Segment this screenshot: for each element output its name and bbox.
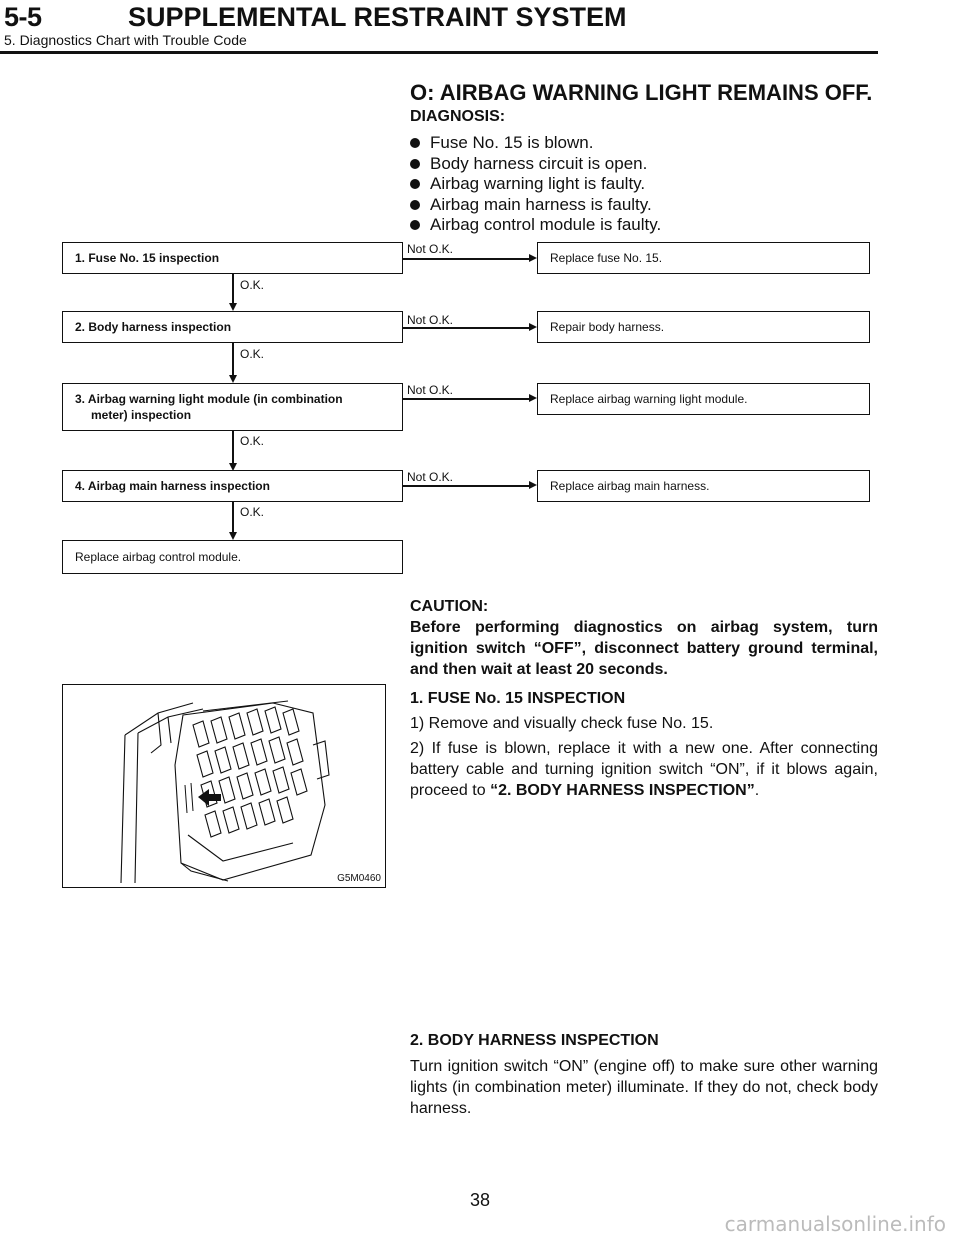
bullet-icon <box>410 159 420 169</box>
remedy-box-3: Replace airbag warning light module. <box>537 383 870 415</box>
caution-block <box>410 596 878 680</box>
step1-heading: 1. FUSE No. 15 INSPECTION <box>410 690 626 707</box>
diagnosis-heading: DIAGNOSIS: <box>410 108 506 125</box>
step1-para-1: 1) Remove and visually check fuse No. 15. <box>410 715 714 732</box>
ok-label-2: O.K. <box>240 347 265 361</box>
remedy-box-1: Replace fuse No. 15. <box>537 242 870 274</box>
caution-heading: CAUTION: <box>410 598 489 615</box>
page-title: SUPPLEMENTAL RESTRAINT SYSTEM <box>128 2 627 32</box>
ok-label-4: O.K. <box>240 505 265 519</box>
not-ok-label-1: Not O.K. <box>407 242 454 256</box>
arrow-right-icon <box>529 394 537 402</box>
bullet-icon <box>410 138 420 148</box>
caution-text: Before performing diagnostics on airbag system, turn ignition switch “OFF”, disconnect battery ground terminal, and then wait at least 20 seconds. <box>410 619 878 678</box>
ok-connector-2 <box>232 343 234 375</box>
not-ok-connector-3 <box>403 398 529 400</box>
flow-final-box: Replace airbag control module. <box>62 540 403 574</box>
flow-step-4: 4. Airbag main harness inspection <box>62 470 403 502</box>
step1-reference: “2. BODY HARNESS INSPECTION” <box>490 782 755 799</box>
fuse-box-figure <box>62 684 386 888</box>
remedy-box-4: Replace airbag main harness. <box>537 470 870 502</box>
arrow-down-icon <box>229 532 237 540</box>
header-rule <box>0 51 878 54</box>
arrow-down-icon <box>229 303 237 311</box>
flow-step-1: 1. Fuse No. 15 inspection <box>62 242 403 274</box>
remedy-box-2: Repair body harness. <box>537 311 870 343</box>
ok-label-1: O.K. <box>240 278 265 292</box>
not-ok-connector-2 <box>403 327 529 329</box>
diagnosis-item: Fuse No. 15 is blown. <box>410 133 661 154</box>
not-ok-connector-4 <box>403 485 529 487</box>
watermark: carmanualsonline.info <box>724 1212 946 1236</box>
step2-para-1: Turn ignition switch “ON” (engine off) to make sure other warning lights (in combination meter) illuminate. If they do not, check body harness. <box>410 1058 878 1117</box>
diagnosis-item: Airbag main harness is faulty. <box>410 195 661 216</box>
not-ok-connector-1 <box>403 258 529 260</box>
arrow-right-icon <box>529 254 537 262</box>
ok-connector-1 <box>232 274 234 304</box>
arrow-right-icon <box>529 323 537 331</box>
ok-connector-4 <box>232 502 234 532</box>
arrow-right-icon <box>529 481 537 489</box>
ok-label-3: O.K. <box>240 434 265 448</box>
flow-step-2: 2. Body harness inspection <box>62 311 403 343</box>
diagnosis-list <box>410 133 661 236</box>
figure-code: G5M0460 <box>337 873 381 884</box>
fuse-box-illustration <box>63 685 385 887</box>
section-number: 5-5 <box>4 2 42 32</box>
page-subtitle: 5. Diagnostics Chart with Trouble Code <box>4 32 247 48</box>
section-title: O: AIRBAG WARNING LIGHT REMAINS OFF. <box>410 80 873 105</box>
diagnosis-item: Airbag control module is faulty. <box>410 215 661 236</box>
flow-step-3: 3. Airbag warning light module (in combination meter) inspection <box>62 383 403 431</box>
ok-connector-3 <box>232 431 234 463</box>
page-number: 38 <box>469 1190 491 1210</box>
diagnosis-item: Body harness circuit is open. <box>410 154 661 175</box>
bullet-icon <box>410 220 420 230</box>
not-ok-label-2: Not O.K. <box>407 313 454 327</box>
step1-para-2: 2) If fuse is blown, replace it with a new one. After connecting battery cable and turning ignition switch “ON”, if it blows again, proceed to “2. BODY HARNESS INSPECTION”. <box>410 740 878 799</box>
bullet-icon <box>410 179 420 189</box>
diagnosis-item: Airbag warning light is faulty. <box>410 174 661 195</box>
step2-heading: 2. BODY HARNESS INSPECTION <box>410 1032 659 1049</box>
arrow-down-icon <box>229 375 237 383</box>
not-ok-label-4: Not O.K. <box>407 470 454 484</box>
bullet-icon <box>410 200 420 210</box>
not-ok-label-3: Not O.K. <box>407 383 454 397</box>
